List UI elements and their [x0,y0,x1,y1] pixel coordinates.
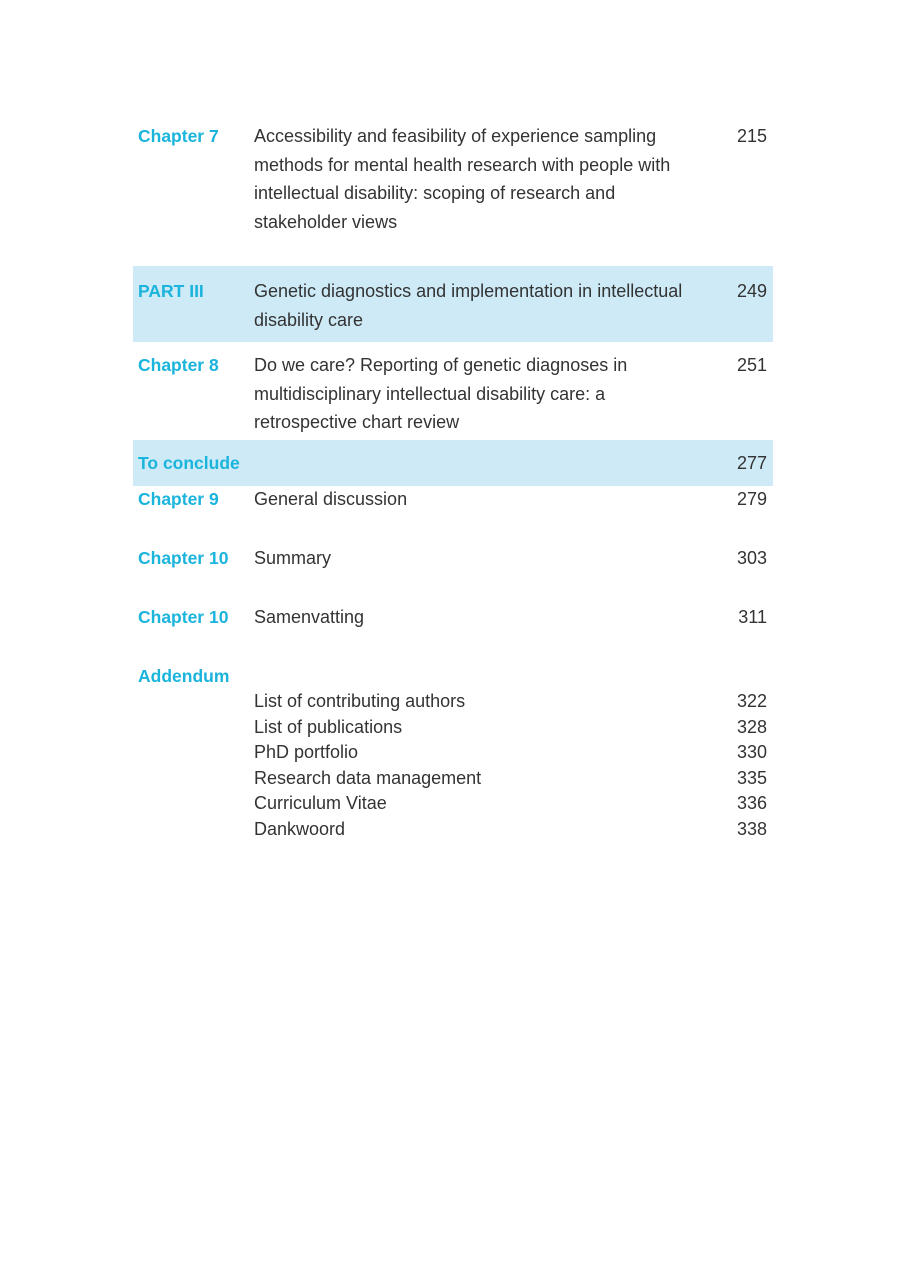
toc-addendum-item-title: Curriculum Vitae [254,793,387,813]
toc-entry-title: Genetic diagnostics and implementation in intellectual disability care [254,281,683,330]
toc-entry-title: Do we care? Reporting of genetic diagnoses in multidisciplinary intellectual disability care: a retrospective chart review [254,355,628,432]
toc-entry-title: Summary [254,548,332,568]
toc-addendum-item-title: Research data management [254,767,482,788]
toc-entry-page: 251 [736,355,767,375]
toc-addendum-item-page: 335 [736,767,767,788]
toc-addendum-item-title: List of publications [254,716,403,737]
toc-addendum-item-title: List of contributing authors [254,691,466,711]
toc-addendum-item-page: 322 [736,691,767,711]
toc-addendum-item-title: Dankwoord [254,818,346,839]
toc-entry-label: Chapter 10 [138,548,229,568]
toc-entry-chapter-9[interactable] [133,485,773,515]
toc-addendum-item-title: PhD portfolio [254,742,359,762]
toc-entry-page: 215 [736,126,767,146]
toc-entry-title: Samenvatting [254,607,365,627]
toc-entry-title: General discussion [254,489,408,509]
toc-addendum-item-page: 328 [736,716,767,737]
toc-addendum-item-page: 330 [736,742,767,762]
toc-entry-to-conclude[interactable] [133,440,773,486]
toc-entry-label: Chapter 8 [138,355,219,375]
toc-entry-page: 303 [736,548,767,568]
toc-entry-chapter-10-samenvatting[interactable] [133,603,773,633]
toc-entry-page: 311 [738,607,767,627]
toc-entry-chapter-7[interactable] [133,122,773,238]
toc-entry-part-iii [133,277,773,337]
toc-addendum-item-page: 338 [736,818,767,839]
toc-entry-page: 249 [736,281,767,301]
toc-entry-label: Chapter 9 [138,489,219,509]
toc-entry-page: 277 [736,453,767,473]
toc-addendum-label: Addendum [138,666,230,686]
toc-entry-label: Chapter 10 [138,607,229,627]
toc-addendum [133,662,773,852]
toc-entry-label: To conclude [138,453,240,473]
toc-entry-chapter-10-summary[interactable] [133,544,773,574]
toc-part-iii-band[interactable] [133,266,773,342]
toc-addendum-item-page: 336 [736,793,767,813]
toc-entry-page: 279 [736,489,767,509]
toc-entry-label: Chapter 7 [138,126,219,146]
toc-entry-label: PART III [138,281,204,301]
toc-entry-title: Accessibility and feasibility of experience sampling methods for mental health research with people with intellectual disability: scoping of research and stakeholder views [254,126,671,232]
toc-entry-chapter-8[interactable] [133,351,773,439]
